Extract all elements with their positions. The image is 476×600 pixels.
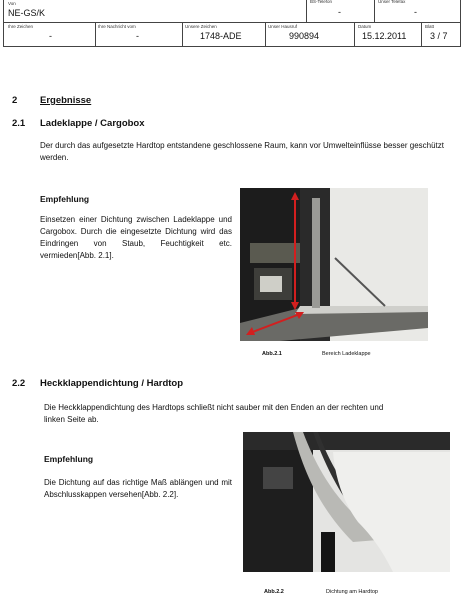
datum-value: 15.12.2011 (362, 31, 407, 41)
section-number: 2 (12, 95, 18, 106)
figure-caption: Dichtung am Hardtop (326, 589, 378, 595)
bs-telefon-label: BS-Telefon (310, 0, 333, 4)
unser-hausruf-value: 990894 (289, 31, 320, 41)
blatt-value: 3 / 7 (430, 31, 448, 41)
figure-photo-hardtop-seal (243, 432, 450, 572)
figure-photo-cargobox-drawing (240, 188, 428, 341)
figure-caption: Bereich Ladeklappe (322, 351, 371, 357)
unsere-zeichen-value: 1748-ADE (200, 31, 242, 41)
figure-photo-cargobox (240, 188, 428, 341)
section-title: Ergebnisse (40, 95, 92, 106)
datum-label: Datum (358, 24, 372, 29)
unser-telefax-label: Unser Telefax (378, 0, 406, 4)
header-divider (265, 22, 266, 46)
section-intro-text: Der durch das aufgesetzte Hardtop entstandene geschlossene Raum, kann vor Umwelteinflüsse besser geschützt werden. (40, 141, 444, 162)
blatt-label: Blatt (425, 24, 435, 29)
subsection-title: Ladeklappe / Cargobox (40, 118, 145, 129)
header-divider (374, 0, 375, 22)
header-divider (306, 0, 307, 22)
recommendation-text: Einsetzen einer Dichtung zwischen Ladeklappe und Cargobox. Durch die eingesetzte Dichtung wird das Eindringen von Staub, Feuchtigkeit etc. vermieden[Abb. 2.1]. (40, 215, 232, 260)
bs-telefon-value: - (338, 7, 341, 17)
von-value: NE-GS/K (8, 8, 46, 18)
figure-label: Abb.2.1 (262, 351, 282, 357)
figure-label: Abb.2.2 (264, 589, 284, 595)
figure-photo-hardtop-seal-drawing (243, 432, 450, 572)
ihre-nachricht-label: Ihre Nachricht vom (98, 24, 136, 29)
subsection-number: 2.1 (12, 118, 26, 129)
letter-header-form (3, 0, 461, 47)
ihre-zeichen-value: - (49, 31, 52, 41)
recommendation-text: Die Dichtung auf das richtige Maß ablängen und mit Abschlusskappen versehen[Abb. 2.2]. (44, 478, 232, 499)
von-label: Von (8, 1, 16, 6)
subsection-title: Heckklappendichtung / Hardtop (40, 378, 184, 389)
unsere-zeichen-label: Unsere Zeichen (185, 24, 217, 29)
ihre-zeichen-label: Ihre Zeichen (8, 24, 34, 29)
header-divider (182, 22, 183, 46)
unser-hausruf-label: Unser Hausruf (268, 24, 298, 29)
subsection-number: 2.2 (12, 378, 26, 389)
header-divider (421, 22, 422, 46)
section-intro-text: Die Heckklappendichtung des Hardtops schließt nicht sauber mit den Enden an der rechten und linken Seite ab. (44, 403, 384, 424)
header-divider (95, 22, 96, 46)
recommendation-heading: Empfehlung (40, 194, 90, 204)
recommendation-heading: Empfehlung (44, 454, 94, 464)
unser-telefax-value: - (414, 7, 417, 17)
header-divider (4, 22, 460, 23)
ihre-nachricht-value: - (136, 31, 139, 41)
header-divider (354, 22, 355, 46)
